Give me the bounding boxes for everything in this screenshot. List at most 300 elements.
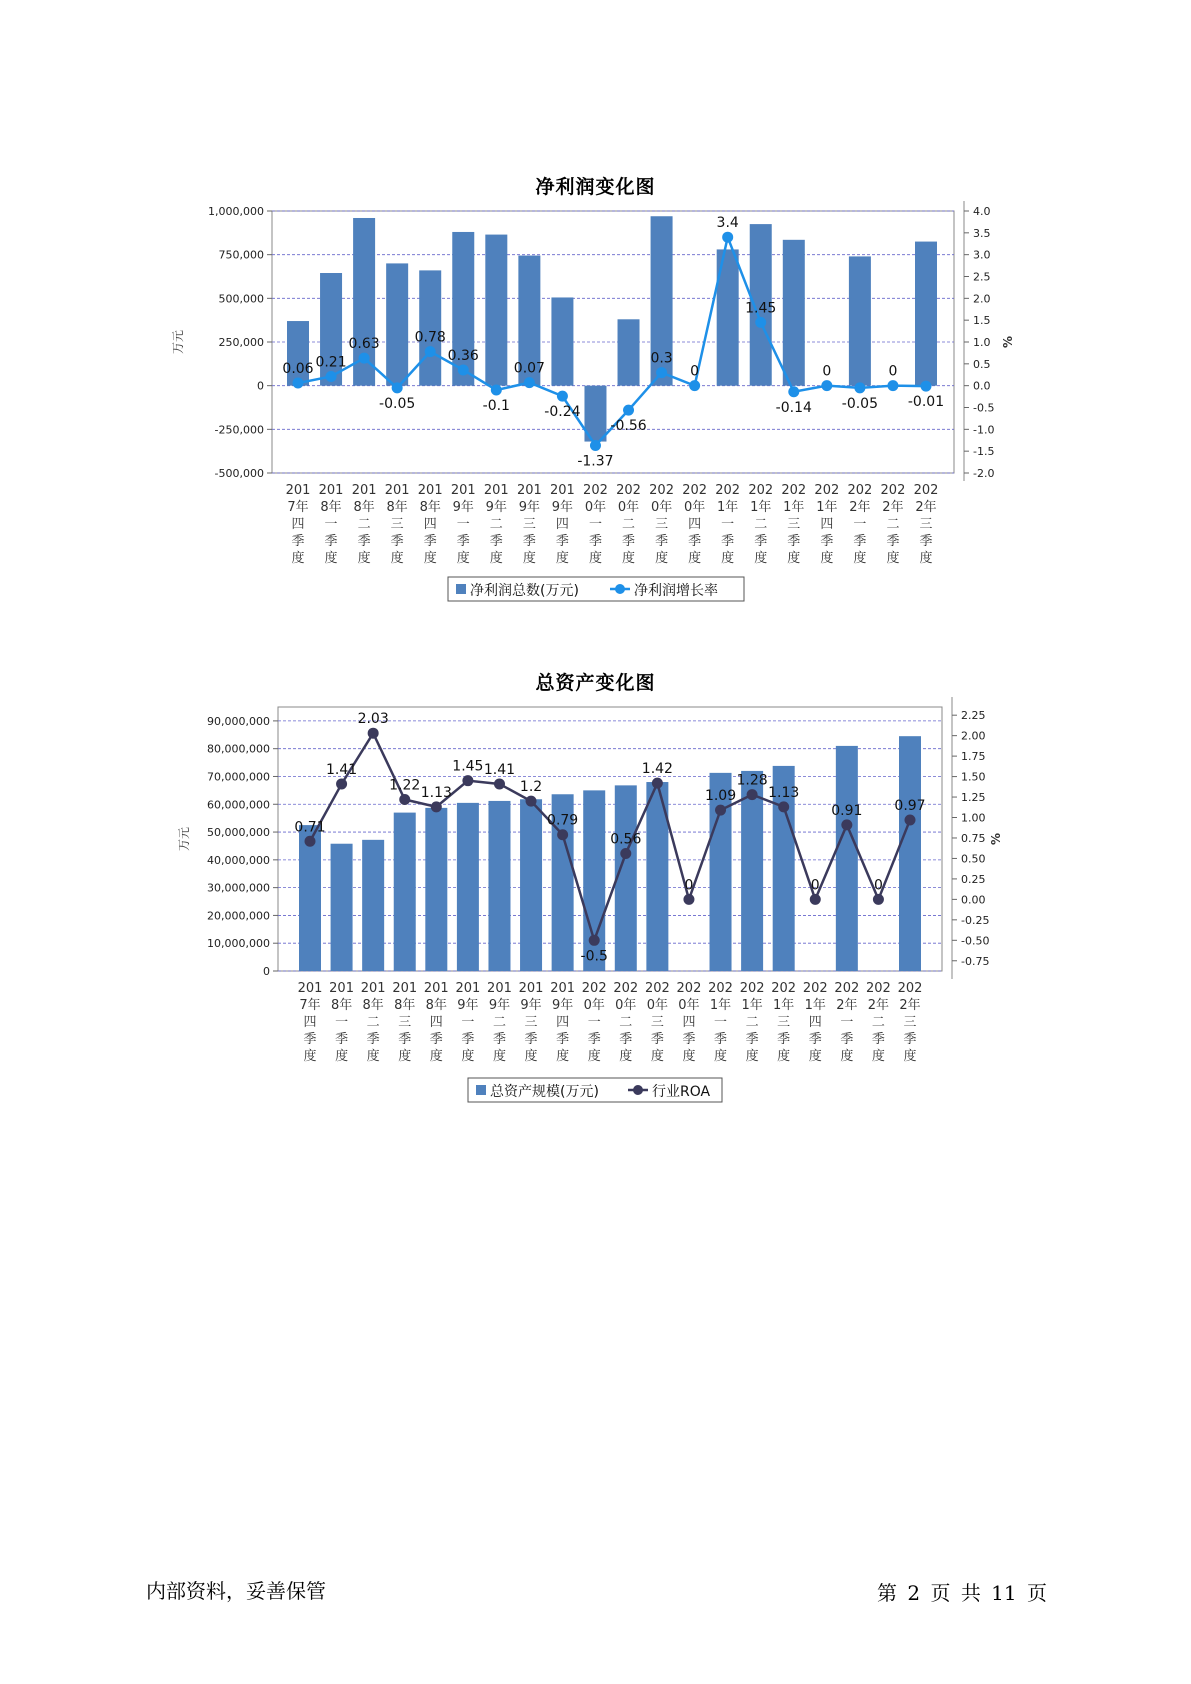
x-category-label: 度 (808, 1049, 822, 1064)
x-category-label: 202 (644, 981, 670, 996)
x-category-label: 一 (324, 517, 338, 532)
line-data-label: 0.79 (547, 812, 579, 829)
legend-bar-label: 总资产规模(万元) (490, 1084, 599, 1100)
x-category-label: 二 (886, 517, 900, 532)
x-category-label: 201 (318, 483, 344, 498)
line-data-label: 1.45 (452, 758, 484, 775)
line-data-label: 2.03 (357, 711, 389, 728)
x-category-label: 1年 (816, 500, 838, 515)
line-data-label: 0.91 (831, 802, 863, 819)
x-category-label: 季 (303, 1032, 317, 1047)
x-category-label: 季 (820, 534, 834, 549)
x-category-label: 一 (588, 517, 602, 532)
x-category-label: 三 (655, 517, 669, 532)
legend-bar-label: 净利润总数(万元) (470, 583, 579, 599)
x-category-label: 一 (853, 517, 867, 532)
x-category-label: 度 (655, 551, 669, 566)
x-category-label: 季 (688, 534, 702, 549)
legend-line-marker (615, 584, 625, 594)
bar (488, 801, 510, 971)
x-category-label: 季 (588, 534, 602, 549)
x-category-label: 2年 (867, 998, 890, 1013)
y-right-tick-label: -0.50 (961, 934, 990, 948)
x-category-label: 8年 (425, 998, 447, 1013)
x-category-label: 季 (787, 534, 801, 549)
x-category-label: 9年 (518, 500, 541, 515)
x-category-label: 度 (777, 1049, 791, 1064)
x-category-label: 202 (866, 981, 891, 996)
x-category-label: 度 (919, 551, 933, 566)
x-category-label: 四 (429, 1015, 443, 1030)
x-category-label: 季 (291, 534, 305, 549)
line-point (491, 385, 502, 396)
y-left-tick-label: 60,000,000 (207, 798, 270, 812)
x-category-label: 度 (492, 1049, 506, 1064)
x-category-label: 一 (456, 517, 470, 532)
x-category-label: 季 (714, 1032, 728, 1047)
bar (849, 256, 871, 385)
y-left-tick-label: 50,000,000 (207, 826, 270, 840)
line-point (921, 381, 932, 392)
x-category-label: 202 (748, 483, 774, 498)
line-point (431, 801, 442, 812)
x-category-label: 季 (777, 1032, 791, 1047)
x-category-label: 0年 (683, 500, 706, 515)
x-category-label: 1年 (804, 998, 826, 1013)
x-category-label: 202 (847, 483, 873, 498)
x-category-label: 四 (688, 517, 702, 532)
line-point (458, 364, 469, 375)
x-category-label: 8年 (419, 500, 441, 515)
x-category-label: 季 (524, 1032, 538, 1047)
x-category-label: 度 (754, 551, 768, 566)
x-category-label: 季 (808, 1032, 822, 1047)
x-category-label: 度 (886, 551, 900, 566)
x-category-label: 二 (619, 1015, 633, 1030)
y-right-tick-label: -1.5 (973, 445, 995, 459)
x-category-label: 季 (587, 1032, 601, 1047)
line-point (656, 367, 667, 378)
x-category-label: 季 (522, 534, 536, 549)
y-left-tick-label: 1,000,000 (208, 205, 264, 218)
line-data-label: 0 (873, 877, 883, 894)
y-left-tick-label: 10,000,000 (207, 937, 270, 951)
x-category-label: 季 (745, 1032, 759, 1047)
x-category-label: 度 (398, 1049, 412, 1064)
x-category-label: 一 (721, 517, 735, 532)
x-category-label: 8年 (362, 998, 384, 1013)
y-right-tick-label: 0.25 (961, 872, 986, 886)
x-category-label: 8年 (330, 998, 353, 1013)
line-point (715, 805, 726, 816)
bar (394, 813, 416, 971)
x-category-label: 1年 (717, 500, 739, 515)
x-category-label: 202 (781, 483, 807, 498)
line-point (652, 778, 663, 789)
x-category-label: 0年 (678, 998, 700, 1013)
line-point (821, 380, 832, 391)
x-category-label: 季 (398, 1032, 412, 1047)
line-data-label: 1.09 (704, 788, 737, 805)
line-data-label: 1.13 (768, 784, 800, 801)
x-category-label: 度 (366, 1049, 380, 1064)
y-left-tick-label: 0 (263, 965, 270, 978)
x-category-label: 度 (619, 1049, 633, 1064)
x-category-label: 0年 (584, 500, 607, 515)
line-data-label: 0 (888, 363, 898, 380)
bar (915, 242, 937, 386)
bar (425, 808, 447, 971)
x-category-label: 二 (489, 517, 503, 532)
x-category-label: 度 (291, 551, 305, 566)
footer-page-number: 第 2 页 共 11 页 (877, 1581, 1047, 1605)
y-right-tick-label: -1.0 (973, 423, 995, 437)
x-category-label: 季 (886, 534, 900, 549)
x-category-label: 度 (745, 1049, 759, 1064)
x-category-label: 季 (423, 534, 437, 549)
x-category-label: 201 (487, 981, 512, 996)
bar (485, 235, 507, 386)
x-category-label: 季 (919, 534, 933, 549)
x-category-label: 201 (297, 981, 323, 996)
x-category-label: 四 (820, 517, 834, 532)
total-assets-chart-title: 总资产变化图 (535, 672, 656, 694)
line-data-label: -1.37 (577, 453, 614, 470)
x-category-label: 季 (366, 1032, 380, 1047)
y-right-tick-label: 2.5 (973, 270, 991, 284)
x-category-label: 度 (588, 551, 602, 566)
x-category-label: 季 (492, 1032, 506, 1047)
bar (331, 844, 353, 971)
line-data-label: 1.22 (389, 777, 421, 794)
x-category-label: 度 (456, 551, 470, 566)
x-category-label: 二 (357, 517, 371, 532)
line-data-label: 0.21 (315, 354, 347, 371)
line-point (336, 778, 347, 789)
x-category-label: 9年 (520, 998, 542, 1013)
x-category-label: 季 (840, 1032, 854, 1047)
x-category-label: 三 (650, 1015, 664, 1030)
line-data-label: 0.3 (650, 350, 673, 367)
y-right-tick-label: 1.5 (973, 314, 991, 328)
x-category-label: 度 (555, 551, 569, 566)
y-right-tick-label: 0.0 (973, 379, 991, 393)
bar (741, 771, 763, 971)
y-right-tick-label: 1.75 (961, 750, 986, 764)
line-data-label: 1.28 (736, 772, 768, 789)
x-category-label: 三 (777, 1015, 791, 1030)
x-category-label: 一 (461, 1015, 475, 1030)
x-category-label: 度 (714, 1049, 728, 1064)
x-category-label: 度 (721, 551, 735, 566)
y-right-tick-label: -2.0 (973, 467, 995, 480)
bar (362, 840, 384, 971)
line-point (359, 353, 370, 364)
x-category-label: 三 (522, 517, 536, 532)
x-category-label: 三 (524, 1015, 538, 1030)
y-left-tick-label: 750,000 (218, 248, 264, 262)
line-point (755, 317, 766, 328)
y-left-tick-label: 500,000 (218, 292, 264, 306)
x-category-label: 0年 (617, 500, 640, 515)
y-left-tick-label: 20,000,000 (207, 909, 270, 923)
line-data-label: 1.2 (519, 779, 543, 796)
y-left-tick-label: 0 (257, 379, 264, 393)
x-category-label: 202 (802, 981, 828, 996)
x-category-label: 季 (754, 534, 768, 549)
line-point (722, 232, 733, 243)
bar (551, 297, 573, 385)
line-data-label: -0.05 (379, 395, 416, 412)
net-profit-chart-title: 净利润变化图 (535, 176, 656, 198)
y-right-tick-label: 4.0 (973, 205, 991, 218)
y-right-tick-label: 0.50 (961, 852, 986, 866)
x-category-label: 201 (285, 483, 311, 498)
x-category-label: 8年 (394, 998, 416, 1013)
x-category-label: 季 (357, 534, 371, 549)
x-category-label: 四 (291, 517, 305, 532)
y-left-tick-label: -500,000 (214, 467, 264, 480)
line-data-label: -0.14 (775, 399, 812, 416)
bar (618, 319, 640, 385)
x-category-label: 三 (787, 517, 801, 532)
x-category-label: 度 (787, 551, 801, 566)
y-right-tick-label: 0.5 (973, 357, 991, 371)
y-right-tick-label: 3.5 (973, 226, 991, 240)
bar (386, 263, 408, 385)
line-data-label: 0.78 (414, 329, 446, 346)
bar (299, 825, 321, 971)
line-data-label: 1.45 (745, 300, 777, 317)
line-point (392, 382, 403, 393)
line-data-label: 1.41 (325, 761, 358, 778)
x-category-label: 度 (688, 551, 702, 566)
net-profit-chart (0, 0, 1191, 640)
x-category-label: 二 (492, 1015, 506, 1030)
x-category-label: 2年 (836, 998, 858, 1013)
y-right-tick-label: 1.00 (961, 811, 986, 825)
bar (899, 736, 921, 971)
x-category-label: 三 (903, 1015, 917, 1030)
y-right-tick-label: 1.50 (961, 770, 986, 784)
x-category-label: 0年 (615, 998, 637, 1013)
y-right-tick-label: 0.75 (961, 831, 986, 845)
x-category-label: 三 (390, 517, 404, 532)
y-right-tick-label: -0.75 (961, 954, 990, 968)
line-point (526, 796, 537, 807)
line-point (557, 391, 568, 402)
x-category-label: 季 (650, 1032, 664, 1047)
line-point (589, 935, 600, 946)
x-category-label: 202 (771, 981, 797, 996)
y-left-axis-title: 万元 (171, 329, 185, 355)
x-category-label: 度 (423, 551, 437, 566)
bar (419, 270, 441, 385)
line-data-label: 0 (810, 877, 820, 894)
line-point (841, 819, 852, 830)
x-category-label: 202 (616, 483, 641, 498)
x-category-label: 9年 (551, 998, 574, 1013)
line-data-label: 1.41 (483, 761, 516, 778)
x-category-label: 度 (357, 551, 371, 566)
x-category-label: 度 (390, 551, 404, 566)
y-right-tick-label: -0.5 (973, 401, 995, 415)
x-category-label: 季 (324, 534, 338, 549)
x-category-label: 二 (754, 517, 768, 532)
x-category-label: 201 (360, 981, 386, 996)
x-category-label: 202 (583, 483, 608, 498)
x-category-label: 季 (456, 534, 470, 549)
x-category-label: 季 (429, 1032, 443, 1047)
line-point (326, 371, 337, 382)
x-category-label: 201 (450, 483, 476, 498)
line-point (524, 377, 535, 388)
line-point (620, 848, 631, 859)
x-category-label: 四 (682, 1015, 696, 1030)
line-data-label: -0.01 (907, 394, 945, 411)
line-data-label: 1.13 (420, 784, 452, 801)
x-category-label: 度 (650, 1049, 664, 1064)
x-category-label: 2年 (882, 500, 904, 515)
legend-line-label: 行业ROA (652, 1084, 711, 1100)
x-category-label: 201 (516, 483, 542, 498)
x-category-label: 季 (655, 534, 669, 549)
line-data-label: 3.4 (716, 215, 739, 232)
x-category-label: 9年 (488, 998, 511, 1013)
x-category-label: 9年 (485, 500, 507, 515)
x-category-label: 201 (550, 483, 575, 498)
x-category-label: 二 (745, 1015, 759, 1030)
y-right-tick-label: 2.25 (961, 709, 986, 723)
line-point (590, 440, 601, 451)
line-data-label: -0.24 (544, 404, 581, 421)
line-data-label: 0.06 (282, 361, 314, 378)
x-category-label: 度 (324, 551, 338, 566)
x-category-label: 季 (489, 534, 503, 549)
x-category-label: 202 (708, 981, 733, 996)
line-point (887, 380, 898, 391)
line-point (557, 829, 568, 840)
x-category-label: 9年 (452, 500, 474, 515)
x-category-label: 201 (384, 483, 410, 498)
x-category-label: 202 (715, 483, 741, 498)
x-category-label: 202 (682, 483, 708, 498)
x-category-label: 四 (556, 1015, 570, 1030)
line-point (810, 894, 821, 905)
line-data-label: 0.56 (610, 831, 642, 848)
x-category-label: 201 (417, 483, 443, 498)
y-right-axis-title: % (989, 832, 1003, 846)
line-point (425, 346, 436, 357)
x-category-label: 度 (622, 551, 636, 566)
y-left-axis-title: 万元 (177, 826, 191, 852)
y-right-tick-label: 3.0 (973, 248, 991, 262)
y-left-tick-label: 70,000,000 (207, 770, 270, 784)
line-point (905, 814, 916, 825)
x-category-label: 季 (721, 534, 735, 549)
line-point (293, 378, 304, 389)
line-point (462, 775, 473, 786)
x-category-label: 202 (897, 981, 923, 996)
x-category-label: 201 (392, 981, 418, 996)
x-category-label: 度 (429, 1049, 443, 1064)
line-data-label: 0.36 (447, 347, 479, 364)
x-category-label: 四 (555, 517, 569, 532)
x-category-label: 季 (335, 1032, 349, 1047)
x-category-label: 度 (489, 551, 503, 566)
line-point (305, 836, 316, 847)
line-data-label: 0.63 (348, 336, 380, 353)
x-category-label: 四 (423, 517, 437, 532)
x-category-label: 度 (524, 1049, 538, 1064)
x-category-label: 季 (903, 1032, 917, 1047)
line-data-label: -0.5 (580, 948, 608, 965)
y-left-tick-label: 250,000 (218, 336, 264, 349)
y-right-tick-label: 1.0 (973, 336, 991, 349)
line-point (623, 405, 634, 416)
line-point (854, 382, 865, 393)
x-category-label: 度 (871, 1049, 885, 1064)
x-category-label: 二 (622, 517, 636, 532)
line-point (494, 778, 505, 789)
x-category-label: 201 (483, 483, 509, 498)
x-category-label: 度 (522, 551, 536, 566)
x-category-label: 季 (619, 1032, 633, 1047)
line-point (873, 894, 884, 905)
line-data-label: 1.42 (641, 761, 673, 778)
x-category-label: 季 (682, 1032, 696, 1047)
line-data-label: -0.05 (841, 395, 879, 412)
x-category-label: 三 (398, 1015, 412, 1030)
x-category-label: 202 (913, 483, 939, 498)
x-category-label: 0年 (650, 500, 673, 515)
x-category-label: 一 (587, 1015, 601, 1030)
x-category-label: 8年 (320, 500, 342, 515)
x-category-label: 0年 (646, 998, 669, 1013)
legend-bar-swatch (456, 584, 466, 594)
x-category-label: 7年 (287, 500, 309, 515)
x-category-label: 202 (880, 483, 906, 498)
y-right-tick-label: 0.00 (961, 893, 986, 907)
x-category-label: 度 (682, 1049, 696, 1064)
y-right-tick-label: -0.25 (961, 913, 990, 927)
y-left-tick-label: 80,000,000 (207, 742, 270, 756)
line-point (788, 386, 799, 397)
line-data-label: -0.56 (610, 418, 647, 435)
line-point (778, 801, 789, 812)
line-point (368, 728, 379, 739)
x-category-label: 202 (613, 981, 639, 996)
x-category-label: 201 (550, 981, 576, 996)
x-category-label: 7年 (299, 998, 321, 1013)
x-category-label: 202 (739, 981, 765, 996)
x-category-label: 季 (461, 1032, 475, 1047)
footer-confidential-note: 内部资料，妥善保管 (146, 1579, 326, 1603)
x-category-label: 度 (903, 1049, 917, 1064)
x-category-label: 8年 (353, 500, 375, 515)
y-right-tick-label: 1.25 (961, 791, 986, 805)
y-right-axis-title: % (1001, 335, 1015, 349)
line-data-label: 0.97 (894, 797, 926, 814)
x-category-label: 季 (555, 534, 569, 549)
x-category-label: 度 (840, 1049, 854, 1064)
line-point (747, 789, 758, 800)
y-right-tick-label: 2.00 (961, 729, 986, 743)
legend-line-marker (633, 1085, 643, 1095)
x-category-label: 一 (335, 1015, 349, 1030)
x-category-label: 一 (714, 1015, 728, 1030)
line-data-label: 0 (684, 877, 694, 894)
